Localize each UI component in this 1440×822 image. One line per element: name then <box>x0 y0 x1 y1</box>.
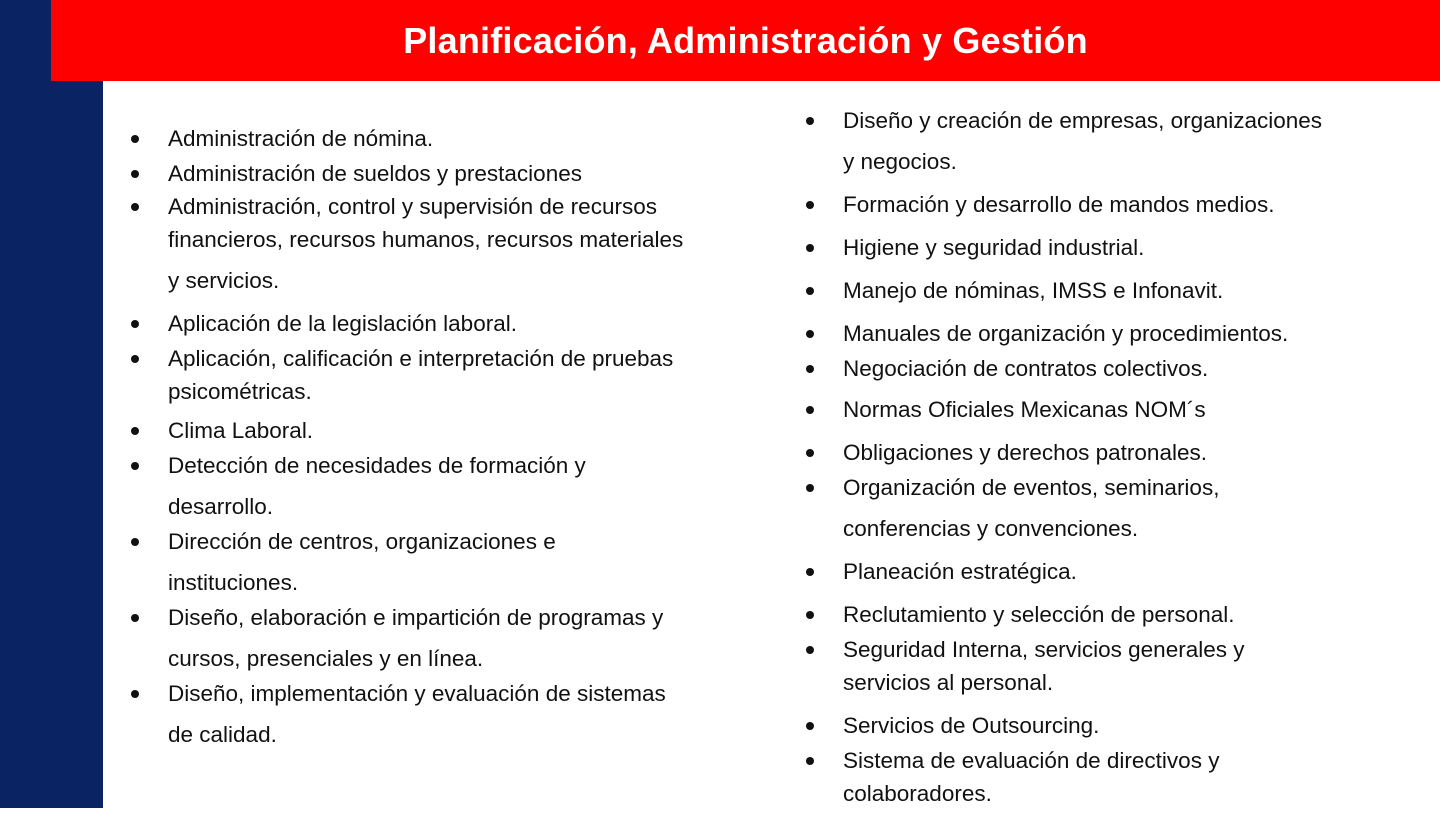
list-item-text: Negociación de contratos colectivos. <box>843 356 1209 381</box>
list-item-text: Diseño y creación de empresas, organizaciones <box>843 108 1323 133</box>
bullet-icon <box>131 355 139 363</box>
list-item-text: Dirección de centros, organizaciones e <box>168 529 556 554</box>
list-item-text-continued: cursos, presenciales y en línea. <box>168 646 484 671</box>
list-item-text-continued: desarrollo. <box>168 494 274 519</box>
left-service-list <box>128 122 748 751</box>
bullet-icon <box>806 406 814 414</box>
list-item-text: Manejo de nóminas, IMSS e Infonavit. <box>843 278 1224 303</box>
list-item-text: Administración, control y supervisión de recursos <box>168 194 657 219</box>
bullet-icon <box>131 427 139 435</box>
list-item <box>803 744 1423 810</box>
list-item-text-continued: conferencias y convenciones. <box>843 516 1139 541</box>
list-item-text: Aplicación de la legislación laboral. <box>168 311 517 336</box>
list-item <box>803 555 1423 588</box>
list-item-text-continued: y servicios. <box>168 268 280 293</box>
list-item-text-continued: instituciones. <box>168 570 299 595</box>
list-item-text: Detección de necesidades de formación y <box>168 453 586 478</box>
bullet-icon <box>131 203 139 211</box>
list-item-text: Obligaciones y derechos patronales. <box>843 440 1207 465</box>
list-item-text: Administración de nómina. <box>168 126 434 151</box>
list-item <box>803 633 1423 699</box>
list-item-text-continued: de calidad. <box>168 722 277 747</box>
left-accent-bar <box>0 0 103 808</box>
bullet-icon <box>806 757 814 765</box>
list-item-text: Aplicación, calificación e interpretación de pruebas <box>168 346 674 371</box>
bullet-icon <box>806 611 814 619</box>
bullet-icon <box>131 320 139 328</box>
bullet-icon <box>131 135 139 143</box>
list-item <box>128 122 748 155</box>
title-banner <box>51 0 1440 81</box>
list-item-text: Sistema de evaluación de directivos y <box>843 748 1220 773</box>
bullet-icon <box>806 365 814 373</box>
list-item <box>803 188 1423 221</box>
list-item <box>803 709 1423 742</box>
bullet-icon <box>131 690 139 698</box>
list-item-text: Seguridad Interna, servicios generales y <box>843 637 1245 662</box>
list-item-text: Higiene y seguridad industrial. <box>843 235 1145 260</box>
list-item-text: Reclutamiento y selección de personal. <box>843 602 1235 627</box>
list-item-text-continued: y negocios. <box>843 149 957 174</box>
list-item-text: financieros, recursos humanos, recursos materiales <box>168 227 684 252</box>
list-item-text: Servicios de Outsourcing. <box>843 713 1100 738</box>
list-item <box>803 598 1423 631</box>
page-title: Planificación, Administración y Gestión <box>403 19 1088 61</box>
list-item <box>803 231 1423 264</box>
list-item-text: colaboradores. <box>843 781 992 806</box>
list-item <box>128 677 748 751</box>
list-item-text: Organización de eventos, seminarios, <box>843 475 1220 500</box>
bullet-icon <box>131 538 139 546</box>
list-item <box>128 190 748 297</box>
list-item-text: Formación y desarrollo de mandos medios. <box>843 192 1275 217</box>
list-item <box>128 157 748 190</box>
bullet-icon <box>806 201 814 209</box>
list-item-text: Planeación estratégica. <box>843 559 1077 584</box>
list-item <box>803 436 1423 469</box>
list-item <box>803 471 1423 545</box>
list-item-text: Administración de sueldos y prestaciones <box>168 161 582 186</box>
list-item <box>803 274 1423 307</box>
list-item <box>128 525 748 599</box>
list-item <box>128 307 748 340</box>
list-item-text: Diseño, implementación y evaluación de sistemas <box>168 681 666 706</box>
list-item <box>803 393 1423 426</box>
list-item <box>128 449 748 523</box>
bullet-icon <box>806 484 814 492</box>
bullet-icon <box>806 449 814 457</box>
list-item-text: Diseño, elaboración e impartición de programas y <box>168 605 664 630</box>
list-item <box>128 601 748 675</box>
bullet-icon <box>131 614 139 622</box>
list-item-text: servicios al personal. <box>843 670 1054 695</box>
bullet-icon <box>806 117 814 125</box>
bullet-icon <box>131 170 139 178</box>
list-item <box>803 317 1423 350</box>
list-item-text: Manuales de organización y procedimientos. <box>843 321 1289 346</box>
list-item <box>128 414 748 447</box>
bullet-icon <box>131 462 139 470</box>
bullet-icon <box>806 244 814 252</box>
bullet-icon <box>806 722 814 730</box>
list-item <box>128 342 748 408</box>
list-item-text: Clima Laboral. <box>168 418 314 443</box>
bullet-icon <box>806 330 814 338</box>
list-item <box>803 352 1423 385</box>
bullet-icon <box>806 287 814 295</box>
bullet-icon <box>806 568 814 576</box>
list-item-text: Normas Oficiales Mexicanas NOM´s <box>843 397 1206 422</box>
right-service-list <box>803 104 1423 810</box>
bullet-icon <box>806 646 814 654</box>
list-item-text: psicométricas. <box>168 379 312 404</box>
list-item <box>803 104 1423 178</box>
